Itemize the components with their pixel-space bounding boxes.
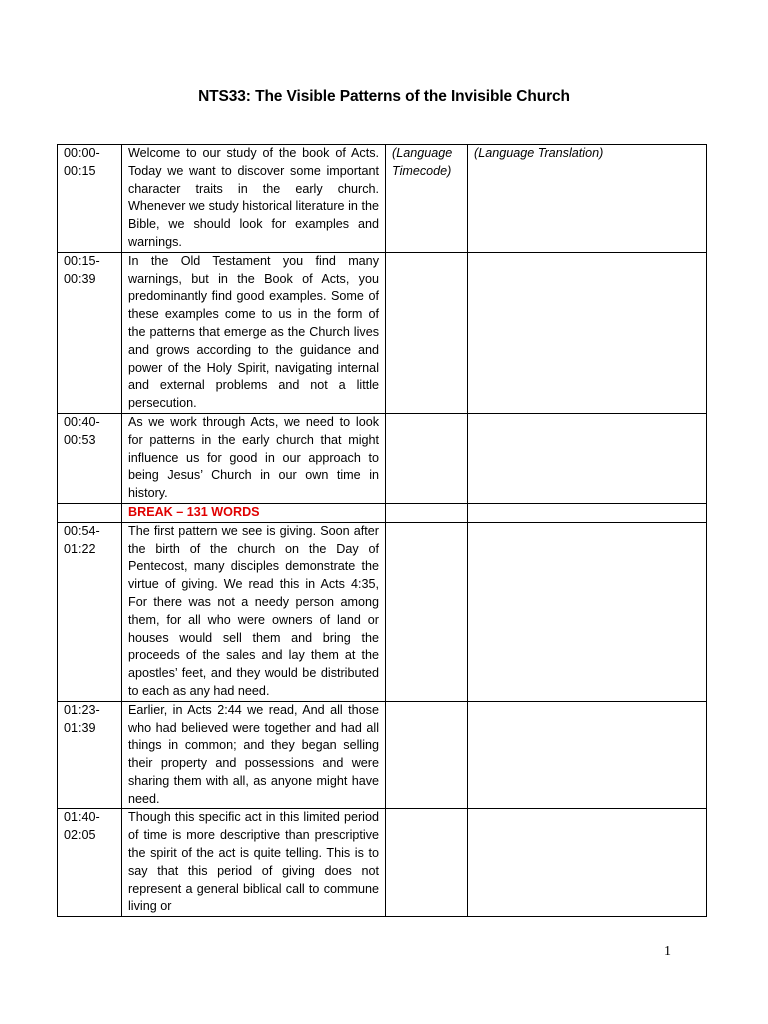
script-text-cell: Though this specific act in this limited period of time is more descriptive than prescriptive the spirit of the act is quite telling. This is to say that this period of giving does not represent a general biblical call to commune living or — [122, 809, 386, 917]
language-timecode-header: (Language Timecode) — [386, 145, 468, 253]
script-text-cell: As we work through Acts, we need to look for patterns in the early church that might influence us for good in our approach to being Jesus’ Church in our own time in history. — [122, 413, 386, 503]
language-timecode-cell[interactable] — [386, 522, 468, 701]
break-label: BREAK – 131 WORDS — [122, 503, 386, 522]
language-translation-header: (Language Translation) — [468, 145, 707, 253]
timecode-cell: 00:15- 00:39 — [58, 252, 122, 413]
script-text-cell: The first pattern we see is giving. Soon after the birth of the church on the Day of Pentecost, many disciples demonstrate the virtue of giving. We read this in Acts 4:35, For there was not a needy person among them, for all who were owners of land or houses would sell them and bring the proceeds of the sales and lay them at the apostles’ feet, and they would be distributed to each as any had need. — [122, 522, 386, 701]
language-timecode-cell[interactable] — [386, 413, 468, 503]
language-translation-cell[interactable] — [468, 413, 707, 503]
table-row — [58, 145, 707, 253]
script-text-cell: In the Old Testament you find many warnings, but in the Book of Acts, you predominantly find good examples. Some of these examples come to us in the form of the patterns that emerge as the Church lives and grows according to the guidance and power of the Holy Spirit, navigating internal and external problems and not a little persecution. — [122, 252, 386, 413]
language-translation-cell[interactable] — [468, 503, 707, 522]
script-text-cell: Earlier, in Acts 2:44 we read, And all those who had believed were together and had all things in common; and they began selling their property and possessions and were sharing them with all, as anyone might have need. — [122, 701, 386, 809]
table-row — [58, 252, 707, 413]
document-title: NTS33: The Visible Patterns of the Invisible Church — [198, 88, 570, 105]
table-row — [58, 522, 707, 701]
table-row — [58, 701, 707, 809]
break-row — [58, 503, 707, 522]
language-translation-cell[interactable] — [468, 809, 707, 917]
language-timecode-cell[interactable] — [386, 809, 468, 917]
table-row — [58, 809, 707, 917]
page-number: 1 — [664, 944, 671, 959]
script-text-cell: Welcome to our study of the book of Acts. Today we want to discover some important character traits in the early church. Whenever we study historical literature in the Bible, we should look for examples and warnings. — [122, 145, 386, 253]
language-timecode-cell[interactable] — [386, 701, 468, 809]
timecode-cell: 00:40- 00:53 — [58, 413, 122, 503]
timecode-cell: 01:23- 01:39 — [58, 701, 122, 809]
language-translation-cell[interactable] — [468, 522, 707, 701]
timecode-cell: 00:54- 01:22 — [58, 522, 122, 701]
timecode-cell: 00:00- 00:15 — [58, 145, 122, 253]
language-timecode-cell[interactable] — [386, 252, 468, 413]
timecode-cell — [58, 503, 122, 522]
language-timecode-cell[interactable] — [386, 503, 468, 522]
language-translation-cell[interactable] — [468, 701, 707, 809]
table-row — [58, 413, 707, 503]
timecode-cell: 01:40- 02:05 — [58, 809, 122, 917]
language-translation-cell[interactable] — [468, 252, 707, 413]
script-table — [57, 144, 707, 917]
